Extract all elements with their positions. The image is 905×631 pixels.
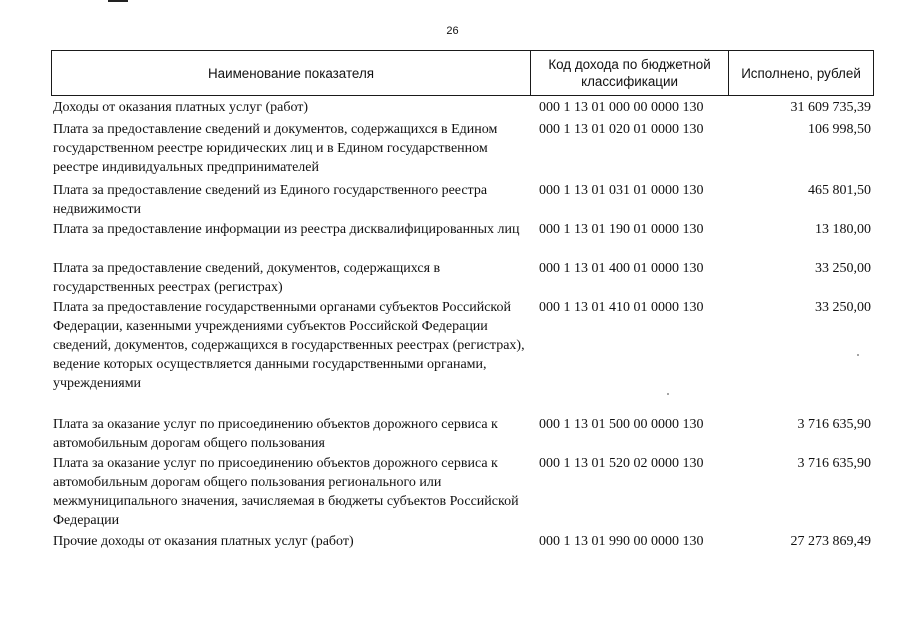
row-code: 000 1 13 01 500 00 0000 130 [539, 417, 704, 432]
row-name: Плата за предоставление информации из реестра дисквалифицированных лиц [53, 222, 520, 237]
row-code: 000 1 13 01 031 01 0000 130 [539, 183, 704, 198]
row-value: 106 998,50 [808, 122, 871, 137]
header-name: Наименование показателя [52, 51, 531, 95]
row-name: Плата за предоставление сведений и документов, содержащихся в Едином государственном реестре юридических лиц и в Едином государственном реестре индивидуальных предпринимателей [53, 122, 498, 175]
row-name: Плата за оказание услуг по присоединению объектов дорожного сервиса к автомобильным дорогам общего пользования [53, 417, 498, 451]
scan-mark [108, 0, 128, 2]
row-value: 465 801,50 [808, 183, 871, 198]
row-name: Прочие доходы от оказания платных услуг (работ) [53, 534, 354, 549]
table-header [51, 50, 874, 96]
row-value: 13 180,00 [815, 222, 871, 237]
row-name: Плата за предоставление сведений, документов, содержащихся в государственных реестрах (регистрах) [53, 261, 441, 295]
row-name: Доходы от оказания платных услуг (работ) [53, 100, 309, 115]
row-name: Плата за предоставление государственными органами субъектов Российской Федерации, казенными учреждениями субъектов Российской Федерации сведений, документов, содержащихся в государственных реестрах (регистрах), ведение которых осуществляется данными государственными органами, учреждениями [53, 300, 525, 391]
scan-speck [857, 354, 859, 356]
row-code: 000 1 13 01 410 01 0000 130 [539, 300, 704, 315]
row-value: 33 250,00 [815, 300, 871, 315]
row-name: Плата за оказание услуг по присоединению объектов дорожного сервиса к автомобильным дорогам общего пользования регионального или межмуниципального значения, зачисляемая в бюджеты субъектов Российской Федерации [53, 456, 519, 528]
row-code: 000 1 13 01 000 00 0000 130 [539, 100, 704, 115]
row-value: 3 716 635,90 [797, 417, 871, 432]
header-code: Код дохода по бюджетной классификации [531, 51, 729, 95]
row-code: 000 1 13 01 020 01 0000 130 [539, 122, 704, 137]
row-value: 3 716 635,90 [797, 456, 871, 471]
row-value: 27 273 869,49 [790, 534, 871, 549]
row-value: 33 250,00 [815, 261, 871, 276]
row-code: 000 1 13 01 520 02 0000 130 [539, 456, 704, 471]
row-code: 000 1 13 01 190 01 0000 130 [539, 222, 704, 237]
header-value: Исполнено, рублей [741, 65, 861, 81]
row-name: Плата за предоставление сведений из Единого государственного реестра недвижимости [53, 183, 488, 217]
scan-speck [667, 393, 669, 395]
row-code: 000 1 13 01 990 00 0000 130 [539, 534, 704, 549]
row-value: 31 609 735,39 [790, 100, 871, 115]
row-code: 000 1 13 01 400 01 0000 130 [539, 261, 704, 276]
page-number: 26 [446, 25, 459, 37]
